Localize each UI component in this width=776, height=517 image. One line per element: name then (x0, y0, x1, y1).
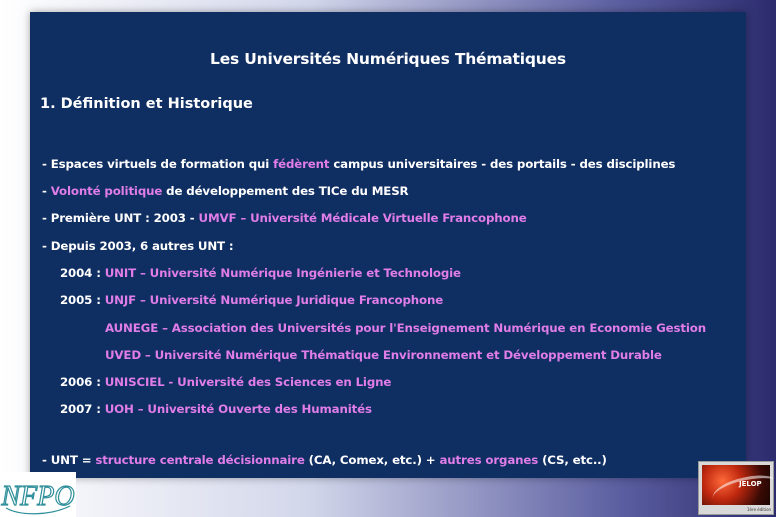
line-text-segment: UNIT – Université Numérique Ingénierie et Technologie (104, 266, 461, 280)
line-text-segment: UMVF – Université Médicale Virtuelle Francophone (198, 211, 527, 225)
line-text-segment: (CA, Comex, etc.) + (304, 453, 440, 467)
line-text-segment: 2007 : (60, 402, 105, 416)
line-unjf (60, 293, 443, 307)
line-text-segment: 2005 : (60, 293, 105, 307)
line-text-segment: - UNT = (42, 453, 96, 467)
line-text-segment: UOH – Université Ouverte des Humanités (104, 402, 372, 416)
nfpo-logo-text: NFPO (1, 481, 75, 512)
line-uved (105, 348, 662, 362)
line-structure (42, 453, 607, 467)
line-text-segment: - Première UNT : 2003 - (42, 211, 199, 225)
line-text-segment: autres organes (439, 453, 539, 467)
line-text-segment: structure centrale décisionnaire (95, 453, 305, 467)
line-text-segment: (CS, etc..) (538, 453, 607, 467)
nfpo-logo (0, 472, 76, 517)
line-text-segment: - (42, 184, 51, 198)
line-text-segment: 2006 : (60, 375, 105, 389)
line-text-segment: 2004 : (60, 266, 105, 280)
nfpo-logo-icon (0, 472, 76, 517)
line-text-segment: Volonté politique (50, 184, 163, 198)
slide (30, 12, 746, 478)
line-text-segment: fédèrent (273, 157, 330, 171)
line-text-segment: UNJF – Université Numérique Juridique Francophone (104, 293, 444, 307)
jelop-logo (698, 461, 774, 515)
line-volonte (42, 184, 409, 198)
jelop-edition-text: 1ère édition (747, 507, 772, 512)
line-text-segment: - Depuis 2003, 6 autres UNT : (42, 239, 234, 253)
slide-title: Les Universités Numériques Thématiques (210, 50, 566, 68)
line-unisciel (60, 375, 391, 389)
line-depuis (42, 239, 233, 253)
jelop-logo-text: JELOP (739, 480, 762, 488)
line-espaces (42, 157, 675, 171)
line-text-segment: - Espaces virtuels de formation qui (42, 157, 274, 171)
line-aunege (105, 321, 706, 335)
line-text-segment: UVED – Université Numérique Thématique Environnement et Développement Durable (105, 348, 662, 362)
line-text-segment: campus universitaires - des portails - des disciplines (329, 157, 676, 171)
section-heading: 1. Définition et Historique (40, 96, 253, 112)
line-premiere (42, 211, 527, 225)
line-text-segment: de développement des TICe du MESR (162, 184, 409, 198)
line-unit (60, 266, 461, 280)
line-text-segment: UNISCIEL - Université des Sciences en Ligne (104, 375, 392, 389)
line-uoh (60, 402, 372, 416)
line-text-segment: AUNEGE – Association des Universités pour l'Enseignement Numérique en Economie Gestion (105, 321, 706, 335)
